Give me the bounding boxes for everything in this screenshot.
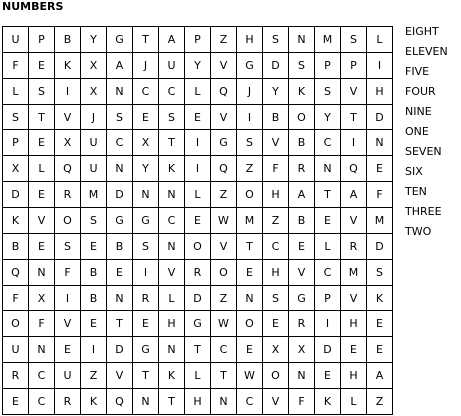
grid-cell[interactable]: C: [263, 233, 289, 259]
grid-cell[interactable]: E: [29, 130, 55, 156]
grid-cell[interactable]: V: [263, 130, 289, 156]
grid-cell[interactable]: Z: [367, 389, 393, 415]
grid-cell[interactable]: G: [211, 130, 237, 156]
grid-cell[interactable]: N: [315, 156, 341, 182]
grid-cell[interactable]: E: [237, 259, 263, 285]
grid-cell[interactable]: V: [107, 363, 133, 389]
grid-cell[interactable]: T: [29, 104, 55, 130]
grid-cell[interactable]: X: [289, 337, 315, 363]
grid-cell[interactable]: W: [211, 311, 237, 337]
grid-cell[interactable]: K: [159, 156, 185, 182]
grid-cell[interactable]: V: [341, 208, 367, 234]
grid-cell[interactable]: I: [55, 285, 81, 311]
grid-cell[interactable]: R: [289, 156, 315, 182]
grid-cell[interactable]: M: [81, 182, 107, 208]
grid-cell[interactable]: I: [55, 78, 81, 104]
grid-row: [3, 233, 393, 259]
grid-cell[interactable]: P: [341, 52, 367, 78]
grid-cell[interactable]: L: [185, 363, 211, 389]
grid-cell[interactable]: X: [55, 130, 81, 156]
word-list-item: SIX: [405, 165, 423, 178]
grid-cell[interactable]: A: [367, 363, 393, 389]
grid-cell[interactable]: X: [133, 130, 159, 156]
grid-cell[interactable]: E: [107, 259, 133, 285]
grid-cell[interactable]: R: [341, 233, 367, 259]
grid-row: [3, 78, 393, 104]
grid-cell[interactable]: T: [133, 363, 159, 389]
grid-cell[interactable]: E: [367, 311, 393, 337]
grid-cell[interactable]: Y: [315, 104, 341, 130]
grid-cell[interactable]: G: [107, 208, 133, 234]
grid-cell[interactable]: C: [315, 130, 341, 156]
grid-cell[interactable]: N: [211, 389, 237, 415]
grid-cell[interactable]: S: [3, 104, 29, 130]
grid-cell[interactable]: F: [289, 389, 315, 415]
grid-cell[interactable]: R: [185, 259, 211, 285]
grid-cell[interactable]: I: [81, 337, 107, 363]
grid-cell[interactable]: K: [289, 78, 315, 104]
grid-cell[interactable]: E: [367, 156, 393, 182]
word-list-item: THREE: [405, 205, 442, 218]
grid-row: [3, 259, 393, 285]
grid-cell[interactable]: U: [3, 27, 29, 53]
grid-cell[interactable]: J: [133, 52, 159, 78]
grid-cell[interactable]: W: [237, 363, 263, 389]
grid-cell[interactable]: G: [107, 27, 133, 53]
grid-cell[interactable]: S: [107, 104, 133, 130]
grid-cell[interactable]: X: [3, 156, 29, 182]
grid-cell[interactable]: R: [289, 311, 315, 337]
word-list-item: FOUR: [405, 85, 436, 98]
grid-cell[interactable]: D: [367, 233, 393, 259]
grid-cell[interactable]: C: [159, 78, 185, 104]
grid-cell[interactable]: I: [237, 104, 263, 130]
grid-row: [3, 285, 393, 311]
grid-cell[interactable]: S: [29, 78, 55, 104]
grid-cell[interactable]: L: [315, 233, 341, 259]
grid-cell[interactable]: S: [263, 285, 289, 311]
grid-cell[interactable]: E: [367, 337, 393, 363]
grid-cell[interactable]: V: [211, 52, 237, 78]
grid-cell[interactable]: E: [341, 337, 367, 363]
grid-cell[interactable]: B: [3, 233, 29, 259]
grid-cell[interactable]: C: [133, 78, 159, 104]
grid-cell[interactable]: X: [81, 52, 107, 78]
grid-cell[interactable]: N: [237, 285, 263, 311]
grid-cell[interactable]: U: [55, 363, 81, 389]
grid-cell[interactable]: E: [315, 363, 341, 389]
grid-cell[interactable]: L: [185, 182, 211, 208]
grid-cell[interactable]: E: [185, 208, 211, 234]
grid-cell[interactable]: V: [341, 78, 367, 104]
grid-cell[interactable]: Y: [81, 27, 107, 53]
grid-cell[interactable]: D: [367, 104, 393, 130]
grid-cell[interactable]: B: [107, 233, 133, 259]
grid-cell[interactable]: R: [55, 182, 81, 208]
grid-cell[interactable]: P: [29, 27, 55, 53]
letter-grid: [2, 26, 393, 415]
grid-cell[interactable]: I: [185, 130, 211, 156]
grid-cell[interactable]: F: [367, 182, 393, 208]
grid-cell[interactable]: R: [133, 285, 159, 311]
grid-cell[interactable]: N: [107, 285, 133, 311]
grid-cell[interactable]: E: [289, 233, 315, 259]
grid-cell[interactable]: S: [81, 208, 107, 234]
grid-cell[interactable]: E: [55, 337, 81, 363]
grid-cell[interactable]: Z: [211, 27, 237, 53]
grid-cell[interactable]: T: [107, 311, 133, 337]
grid-cell[interactable]: C: [211, 337, 237, 363]
grid-cell[interactable]: H: [263, 182, 289, 208]
word-list-item: SEVEN: [405, 145, 442, 158]
grid-cell[interactable]: T: [211, 363, 237, 389]
grid-cell[interactable]: Q: [55, 156, 81, 182]
grid-cell[interactable]: Z: [237, 156, 263, 182]
grid-cell[interactable]: T: [159, 130, 185, 156]
grid-cell[interactable]: I: [367, 52, 393, 78]
grid-cell[interactable]: A: [107, 52, 133, 78]
grid-cell[interactable]: A: [289, 182, 315, 208]
grid-cell[interactable]: I: [341, 130, 367, 156]
grid-cell[interactable]: B: [81, 285, 107, 311]
grid-cell[interactable]: M: [367, 208, 393, 234]
grid-cell[interactable]: E: [315, 208, 341, 234]
grid-row: [3, 156, 393, 182]
grid-cell[interactable]: N: [159, 233, 185, 259]
grid-cell[interactable]: P: [315, 52, 341, 78]
grid-cell[interactable]: O: [237, 311, 263, 337]
grid-cell[interactable]: O: [55, 208, 81, 234]
grid-cell[interactable]: N: [367, 130, 393, 156]
grid-cell[interactable]: O: [289, 104, 315, 130]
grid-cell[interactable]: C: [29, 389, 55, 415]
grid-cell[interactable]: T: [133, 27, 159, 53]
grid-cell[interactable]: J: [237, 78, 263, 104]
grid-cell[interactable]: P: [185, 27, 211, 53]
grid-cell[interactable]: S: [55, 233, 81, 259]
grid-cell[interactable]: K: [3, 208, 29, 234]
grid-cell[interactable]: Y: [185, 52, 211, 78]
grid-cell[interactable]: D: [185, 285, 211, 311]
grid-cell[interactable]: Q: [107, 389, 133, 415]
grid-cell[interactable]: S: [237, 130, 263, 156]
grid-cell[interactable]: F: [55, 259, 81, 285]
grid-cell[interactable]: H: [237, 27, 263, 53]
grid-cell[interactable]: E: [29, 52, 55, 78]
word-list-item: EIGHT: [405, 25, 439, 38]
grid-cell[interactable]: P: [315, 285, 341, 311]
grid-cell[interactable]: N: [289, 27, 315, 53]
grid-cell[interactable]: C: [237, 389, 263, 415]
grid-cell[interactable]: U: [81, 156, 107, 182]
grid-cell[interactable]: X: [263, 337, 289, 363]
grid-cell[interactable]: I: [315, 311, 341, 337]
grid-row: [3, 130, 393, 156]
grid-cell[interactable]: Z: [81, 363, 107, 389]
grid-cell[interactable]: R: [3, 363, 29, 389]
grid-cell[interactable]: Q: [211, 78, 237, 104]
grid-row: [3, 104, 393, 130]
grid-cell[interactable]: F: [3, 285, 29, 311]
grid-cell[interactable]: X: [29, 285, 55, 311]
grid-cell[interactable]: T: [315, 182, 341, 208]
grid-cell[interactable]: B: [289, 208, 315, 234]
grid-cell[interactable]: E: [3, 389, 29, 415]
word-list-item: ONE: [405, 125, 429, 138]
grid-cell[interactable]: S: [315, 78, 341, 104]
word-list-item: FIVE: [405, 65, 430, 78]
grid-cell[interactable]: O: [263, 363, 289, 389]
grid-cell[interactable]: K: [367, 285, 393, 311]
grid-cell[interactable]: F: [263, 156, 289, 182]
word-list-item: TWO: [405, 225, 432, 238]
grid-cell[interactable]: Q: [211, 156, 237, 182]
grid-cell[interactable]: X: [81, 78, 107, 104]
grid-cell[interactable]: K: [315, 389, 341, 415]
grid-cell[interactable]: N: [133, 389, 159, 415]
grid-cell[interactable]: B: [81, 259, 107, 285]
grid-cell[interactable]: M: [315, 27, 341, 53]
grid-cell[interactable]: N: [289, 363, 315, 389]
grid-cell[interactable]: L: [29, 156, 55, 182]
grid-cell[interactable]: E: [263, 311, 289, 337]
grid-cell[interactable]: P: [3, 130, 29, 156]
grid-cell[interactable]: W: [211, 208, 237, 234]
grid-cell[interactable]: Y: [263, 78, 289, 104]
grid-cell[interactable]: T: [159, 389, 185, 415]
grid-cell[interactable]: N: [159, 337, 185, 363]
grid-cell[interactable]: V: [211, 104, 237, 130]
grid-cell[interactable]: A: [159, 27, 185, 53]
grid-cell[interactable]: O: [3, 311, 29, 337]
grid-cell[interactable]: U: [3, 337, 29, 363]
grid-cell[interactable]: E: [81, 311, 107, 337]
grid-cell[interactable]: C: [107, 130, 133, 156]
grid-row: [3, 27, 393, 53]
grid-cell[interactable]: D: [315, 337, 341, 363]
grid-cell[interactable]: K: [55, 52, 81, 78]
grid-cell[interactable]: G: [133, 337, 159, 363]
grid-cell[interactable]: Q: [3, 259, 29, 285]
grid-cell[interactable]: S: [341, 27, 367, 53]
grid-cell[interactable]: N: [159, 182, 185, 208]
grid-cell[interactable]: N: [29, 337, 55, 363]
grid-cell[interactable]: E: [185, 104, 211, 130]
grid-cell[interactable]: H: [341, 363, 367, 389]
grid-cell[interactable]: Q: [341, 156, 367, 182]
grid-cell[interactable]: V: [159, 259, 185, 285]
grid-cell[interactable]: H: [341, 311, 367, 337]
grid-cell[interactable]: Z: [263, 208, 289, 234]
grid-cell[interactable]: H: [263, 259, 289, 285]
grid-cell[interactable]: E: [237, 337, 263, 363]
grid-cell[interactable]: O: [185, 233, 211, 259]
grid-cell[interactable]: E: [133, 311, 159, 337]
grid-cell[interactable]: I: [185, 156, 211, 182]
grid-row: [3, 363, 393, 389]
grid-cell[interactable]: M: [341, 259, 367, 285]
grid-cell[interactable]: E: [29, 182, 55, 208]
word-list-item: TEN: [405, 185, 427, 198]
grid-cell[interactable]: N: [29, 259, 55, 285]
grid-cell[interactable]: D: [263, 52, 289, 78]
grid-cell[interactable]: N: [107, 156, 133, 182]
grid-cell[interactable]: E: [81, 233, 107, 259]
grid-cell[interactable]: L: [159, 285, 185, 311]
grid-cell[interactable]: B: [289, 130, 315, 156]
word-list-item: NINE: [405, 105, 432, 118]
grid-cell[interactable]: B: [263, 104, 289, 130]
grid-cell[interactable]: F: [3, 52, 29, 78]
grid-cell[interactable]: V: [263, 389, 289, 415]
puzzle-title: NUMBERS: [2, 0, 64, 13]
grid-cell[interactable]: G: [185, 311, 211, 337]
grid-cell[interactable]: V: [341, 285, 367, 311]
word-list: [405, 22, 448, 242]
grid-cell[interactable]: L: [367, 27, 393, 53]
grid-row: [3, 389, 393, 415]
grid-row: [3, 182, 393, 208]
grid-cell[interactable]: E: [29, 233, 55, 259]
grid-row: [3, 337, 393, 363]
grid-cell[interactable]: S: [263, 27, 289, 53]
grid-cell[interactable]: S: [159, 104, 185, 130]
grid-cell[interactable]: K: [159, 363, 185, 389]
grid-cell[interactable]: H: [159, 311, 185, 337]
grid-cell[interactable]: Z: [211, 182, 237, 208]
grid-cell[interactable]: U: [159, 52, 185, 78]
grid-row: [3, 208, 393, 234]
grid-cell[interactable]: V: [289, 259, 315, 285]
grid-cell[interactable]: F: [29, 311, 55, 337]
grid-cell[interactable]: V: [55, 311, 81, 337]
grid-cell[interactable]: B: [55, 27, 81, 53]
grid-cell[interactable]: S: [367, 259, 393, 285]
grid-cell[interactable]: G: [289, 285, 315, 311]
grid-cell[interactable]: R: [55, 389, 81, 415]
grid-cell[interactable]: O: [211, 259, 237, 285]
grid-cell[interactable]: C: [159, 208, 185, 234]
grid-cell[interactable]: G: [237, 52, 263, 78]
word-list-item: ELEVEN: [405, 45, 448, 58]
grid-cell[interactable]: S: [133, 233, 159, 259]
grid-cell[interactable]: D: [107, 182, 133, 208]
grid-cell[interactable]: C: [29, 363, 55, 389]
grid-cell[interactable]: I: [133, 259, 159, 285]
grid-cell[interactable]: G: [133, 208, 159, 234]
grid-cell[interactable]: A: [341, 182, 367, 208]
grid-cell[interactable]: V: [29, 208, 55, 234]
grid-cell[interactable]: U: [81, 130, 107, 156]
grid-cell[interactable]: H: [367, 78, 393, 104]
grid-cell[interactable]: H: [185, 389, 211, 415]
grid-cell[interactable]: T: [185, 337, 211, 363]
grid-cell[interactable]: N: [133, 182, 159, 208]
grid-cell[interactable]: T: [237, 233, 263, 259]
grid-row: [3, 311, 393, 337]
grid-cell[interactable]: D: [3, 182, 29, 208]
grid-cell[interactable]: Y: [133, 156, 159, 182]
grid-cell[interactable]: S: [289, 52, 315, 78]
grid-cell[interactable]: D: [107, 337, 133, 363]
grid-cell[interactable]: Z: [211, 285, 237, 311]
grid-cell[interactable]: C: [315, 259, 341, 285]
grid-cell[interactable]: O: [237, 182, 263, 208]
grid-row: [3, 52, 393, 78]
grid-cell[interactable]: L: [185, 78, 211, 104]
grid-cell[interactable]: L: [341, 389, 367, 415]
grid-cell[interactable]: M: [237, 208, 263, 234]
grid-cell[interactable]: N: [107, 78, 133, 104]
grid-cell[interactable]: V: [211, 233, 237, 259]
grid-cell[interactable]: K: [81, 389, 107, 415]
grid-cell[interactable]: J: [81, 104, 107, 130]
grid-cell[interactable]: E: [133, 104, 159, 130]
grid-cell[interactable]: L: [3, 78, 29, 104]
grid-cell[interactable]: T: [341, 104, 367, 130]
grid-cell[interactable]: V: [55, 104, 81, 130]
